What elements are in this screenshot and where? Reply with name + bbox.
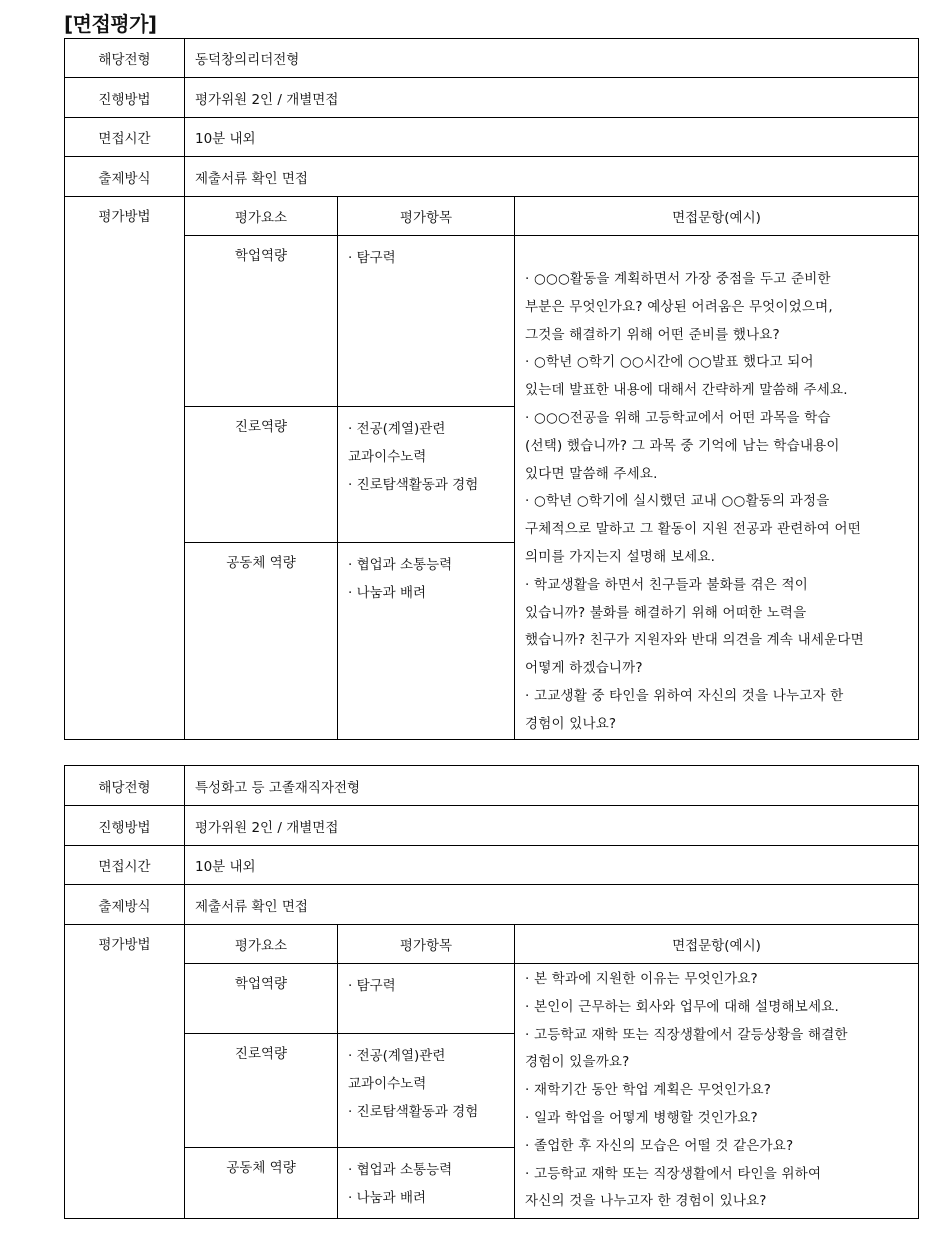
label-format: 출제방식 [65, 157, 185, 197]
value-type: 동덕창의리더전형 [185, 39, 919, 78]
question-line: 의미를 가지는지 설명해 보세요. [525, 548, 716, 565]
question-line: · ○학년 ○학기에 실시했던 교내 ○○활동의 과정을 [525, 493, 830, 510]
factor-items [338, 407, 515, 543]
header-factor: 평가요소 [185, 197, 338, 236]
label-method: 진행방법 [65, 78, 185, 118]
interview-table-2 [64, 765, 919, 1219]
row-method [65, 78, 919, 118]
question-line: · 일과 학업을 어떻게 병행할 것인가요? [525, 1109, 758, 1126]
value-method: 평가위원 2인 / 개별면접 [185, 78, 919, 118]
factor-name: 공동체 역량 [185, 1148, 338, 1219]
row-method [65, 806, 919, 846]
row-type [65, 39, 919, 78]
factor-item: · 진로탐색활동과 경험 [348, 477, 479, 494]
question-line: 어떻게 하겠습니까? [525, 660, 643, 677]
row-type [65, 766, 919, 806]
factor-items [338, 1148, 515, 1219]
label-time: 면접시간 [65, 118, 185, 157]
question-line: 경험이 있을까요? [525, 1054, 630, 1071]
page-title: [면접평가] [64, 12, 157, 36]
row-format [65, 157, 919, 197]
factor-name: 학업역량 [185, 236, 338, 407]
label-method: 진행방법 [65, 806, 185, 846]
factor-items [338, 236, 515, 407]
question-line: 했습니까? 친구가 지원자와 반대 의견을 계속 내세운다면 [525, 632, 864, 649]
value-method: 평가위원 2인 / 개별면접 [185, 806, 919, 846]
question-line: · 고등학교 재학 또는 직장생활에서 갈등상황을 해결한 [525, 1026, 848, 1043]
factor-item: · 탐구력 [348, 978, 396, 994]
question-line: 있다면 말씀해 주세요. [525, 465, 658, 482]
header-item: 평가항목 [338, 925, 515, 964]
factor-item: · 탐구력 [348, 250, 396, 266]
factor-item: · 전공(계열)관련 [348, 421, 446, 438]
question-line: · ○○○활동을 계획하면서 가장 중점을 두고 준비한 [525, 271, 831, 287]
factor-item: 교과이수노력 [348, 1076, 427, 1092]
factor-item: · 나눔과 배려 [348, 1190, 427, 1206]
question-line: · 고등학교 재학 또는 직장생활에서 타인을 위하여 [525, 1165, 822, 1182]
header-factor: 평가요소 [185, 925, 338, 964]
label-eval: 평가방법 [65, 197, 185, 740]
question-line: · 재학기간 동안 학업 계획은 무엇인가요? [525, 1082, 772, 1099]
header-question: 면접문항(예시) [515, 925, 919, 964]
question-line: · 졸업한 후 자신의 모습은 어떨 것 같은가요? [525, 1137, 794, 1154]
label-time: 면접시간 [65, 846, 185, 885]
factor-item: · 나눔과 배려 [348, 585, 427, 602]
question-line: 그것을 해결하기 위해 어떤 준비를 했나요? [525, 326, 780, 343]
question-line: 부분은 무엇인가요? 예상된 어려움은 무엇이었으며, [525, 298, 833, 315]
question-line: · 본인이 근무하는 회사와 업무에 대해 설명해보세요. [525, 998, 839, 1015]
interview-table-1 [64, 38, 919, 740]
row-time [65, 846, 919, 885]
factor-item: 교과이수노력 [348, 449, 427, 466]
row-eval-header [65, 925, 919, 964]
label-format: 출제방식 [65, 885, 185, 925]
label-type: 해당전형 [65, 766, 185, 806]
factor-items [338, 543, 515, 739]
question-line: · 학교생활을 하면서 친구들과 불화를 겪은 적이 [525, 576, 809, 593]
row-factor-academic [65, 236, 919, 407]
header-item: 평가항목 [338, 197, 515, 236]
row-time [65, 118, 919, 157]
question-line: · 고교생활 중 타인을 위하여 자신의 것을 나누고자 한 [525, 687, 844, 704]
row-factor-academic [65, 964, 919, 1034]
factor-item: · 협업과 소통능력 [348, 557, 453, 574]
value-time: 10분 내외 [185, 118, 919, 157]
value-format: 제출서류 확인 면접 [185, 157, 919, 197]
factor-item: · 협업과 소통능력 [348, 1162, 453, 1178]
factor-name: 진로역량 [185, 1034, 338, 1148]
value-time: 10분 내외 [185, 846, 919, 885]
question-list [515, 964, 919, 1219]
value-type: 특성화고 등 고졸재직자전형 [185, 766, 919, 806]
question-line: · 본 학과에 지원한 이유는 무엇인가요? [525, 971, 758, 987]
question-line: 경험이 있나요? [525, 715, 617, 732]
row-format [65, 885, 919, 925]
label-type: 해당전형 [65, 39, 185, 78]
factor-items [338, 964, 515, 1034]
question-list [515, 236, 919, 740]
factor-items [338, 1034, 515, 1148]
question-line: · ○학년 ○학기 ○○시간에 ○○발표 했다고 되어 [525, 354, 814, 371]
question-line: 있습니까? 불화를 해결하기 위해 어떠한 노력을 [525, 604, 807, 621]
factor-item: · 전공(계열)관련 [348, 1048, 446, 1064]
factor-name: 공동체 역량 [185, 543, 338, 739]
factor-name: 진로역량 [185, 407, 338, 543]
header-question: 면접문항(예시) [515, 197, 919, 236]
row-eval-header [65, 197, 919, 236]
question-line: 있는데 발표한 내용에 대해서 간략하게 말씀해 주세요. [525, 382, 848, 399]
question-line: 구체적으로 말하고 그 활동이 지원 전공과 관련하여 어떤 [525, 521, 861, 538]
label-eval: 평가방법 [65, 925, 185, 1219]
question-line: · ○○○전공을 위해 고등학교에서 어떤 과목을 학습 [525, 409, 831, 426]
factor-item: · 진로탐색활동과 경험 [348, 1104, 479, 1120]
value-format: 제출서류 확인 면접 [185, 885, 919, 925]
question-line: 자신의 것을 나누고자 한 경험이 있나요? [525, 1193, 767, 1210]
factor-name: 학업역량 [185, 964, 338, 1034]
question-line: (선택) 했습니까? 그 과목 중 기억에 남는 학습내용이 [525, 437, 840, 454]
